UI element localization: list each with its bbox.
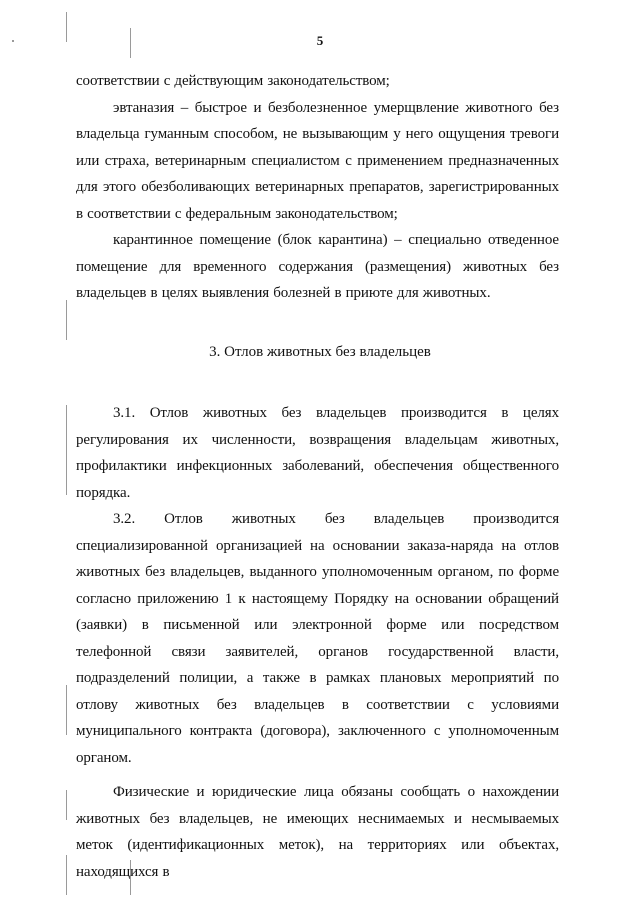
page-number: 5 <box>316 33 324 48</box>
definition-quarantine-room: карантинное помещение (блок карантина) – специально отведенное помещение для временного содержания (размещения) животных без владельцев в целях выявления болезней в приюте для животных. <box>76 232 559 301</box>
section-body <box>76 400 559 885</box>
paragraph-3-1: 3.1. Отлов животных без владельцев производится в целях регулирования их численности, возвращения владельцам животных, профилактики инфекционных заболеваний, обеспечения общественного порядка. <box>76 405 559 501</box>
section-heading: 3. Отлов животных без владельцев <box>209 344 431 360</box>
scan-artifact <box>66 685 67 735</box>
scan-artifact <box>66 405 67 495</box>
definitions-block <box>76 68 559 307</box>
scan-artifact <box>66 855 67 895</box>
paragraph-3-2: 3.2. Отлов животных без владельцев производится специализированной организацией на основании заказа-наряда на отлов животных без владельцев, выданного уполномоченным органом, по форме согласно приложению 1 к настоящему Порядку на основании обращений (заявки) в письменной или электронной форме или посредством телефонной связи заявителей, органов государственной власти, подразделений полиции, а также в рамках плановых мероприятий по отлову животных без владельцев в соответствии с условиями муниципального контракта (договора), заключенного с уполномоченным органом. <box>76 511 559 766</box>
paragraph-reporting-duty: Физические и юридические лица обязаны сообщать о нахождении животных без владельцев, не имеющих неснимаемых и несмываемых меток (идентификационных меток), на территориях или объектах, находящихся в <box>76 784 559 880</box>
definition-euthanasia: эвтаназия – быстрое и безболезненное умерщвление животного без владельца гуманным способом, не вызывающим у него ощущения тревоги или страха, ветеринарным специалистом с применением предназначенных для этого обезболивающих ветеринарных препаратов, зарегистрированных в соответствии с федеральным законодательством; <box>76 99 559 222</box>
scan-artifact <box>66 790 67 820</box>
scan-artifact <box>66 300 67 340</box>
definition-continuation: соответствии с действующим законодательством; <box>76 73 390 89</box>
